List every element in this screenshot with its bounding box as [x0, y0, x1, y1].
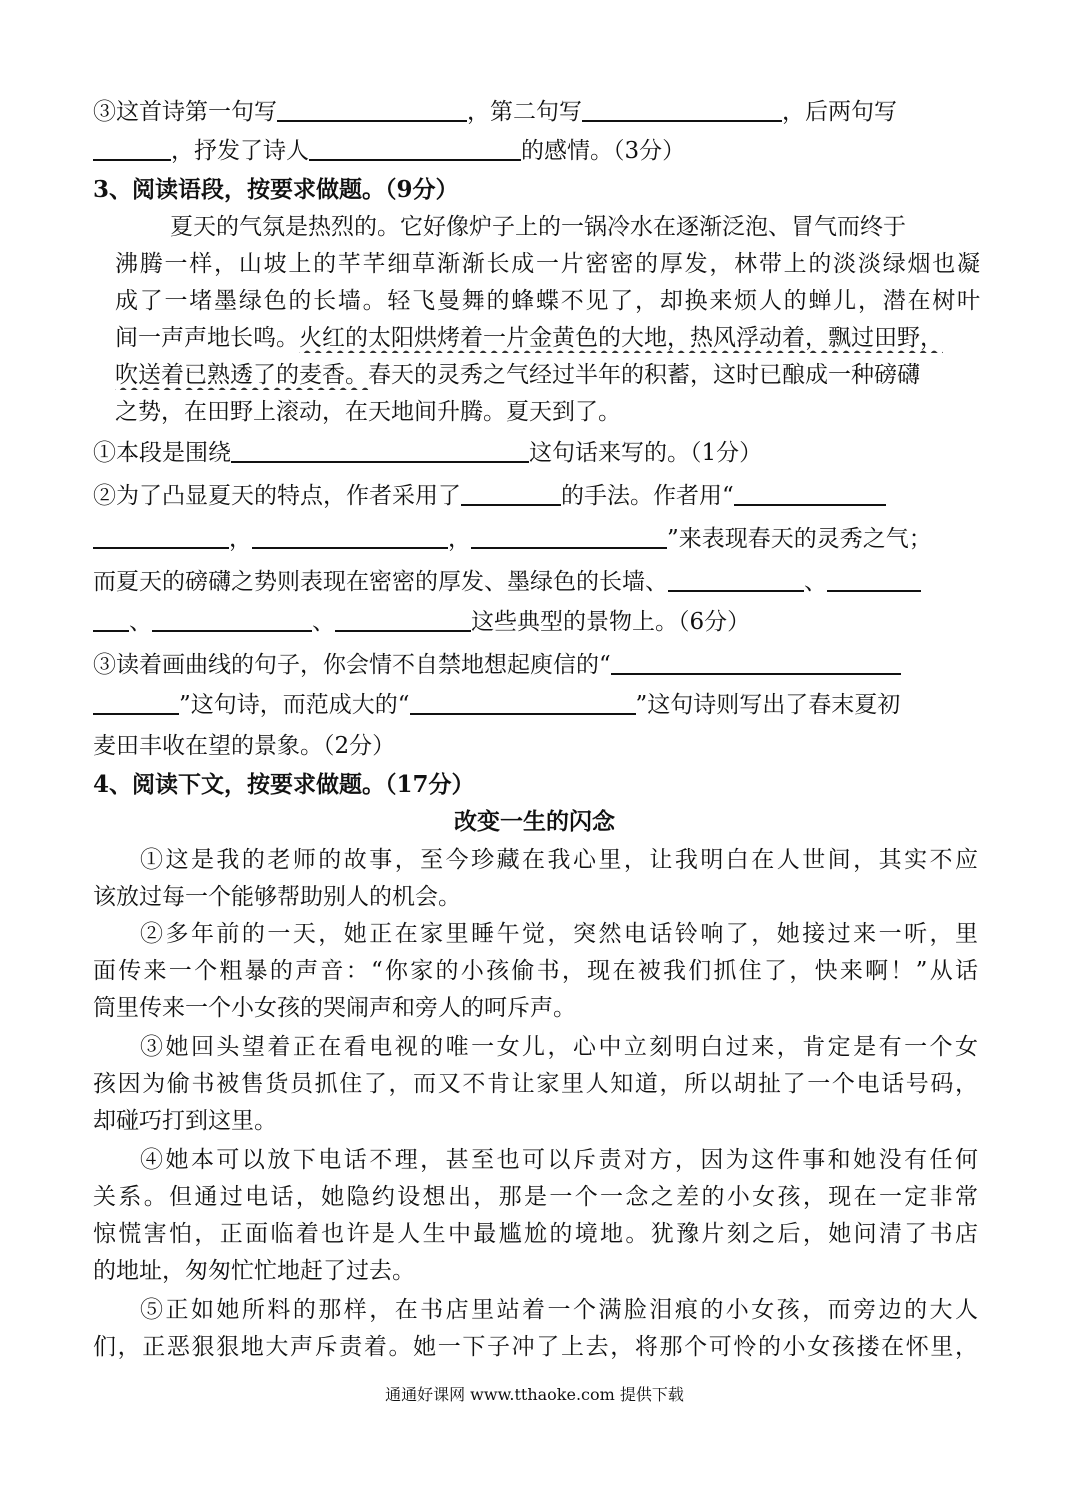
passage-line: 面传来一个粗暴的声音：“你家的小孩偷书，现在被我们抓住了，快来啊！”从话: [93, 958, 978, 984]
q3-wavy-sentence: 吹送着已熟透了的麦香。: [115, 362, 368, 388]
answer-blank[interactable]: [668, 568, 804, 592]
q3-para-line: [115, 323, 980, 353]
comma: 、: [129, 609, 152, 635]
q3-para-line: 之势，在田野上滚动，在天地间升腾。夏天到了。: [115, 399, 621, 425]
passage-line: ⑤正如她所料的那样，在书店里站着一个满脸泪痕的小女孩，而旁边的大人: [140, 1297, 978, 1323]
passage-line: 们，正恶狠狠地大声斥责着。她一下子冲了上去，将那个可怜的小女孩搂在怀里，: [93, 1334, 978, 1360]
comma: 、: [312, 609, 335, 635]
q3-q2-text-e: ”来表现春天的灵秀之气；: [667, 526, 932, 552]
q3-para-text: 间一声声地长鸣。: [115, 325, 299, 351]
answer-blank[interactable]: [93, 691, 179, 715]
passage-line: ③她回头望着正在看电视的唯一女儿，心中立刻明白过来，肯定是有一个女: [140, 1034, 978, 1060]
q2-3-text-e: 的感情。（3分）: [521, 138, 686, 164]
q3-para-line: [115, 360, 980, 390]
q3-question-3-line3: 麦田丰收在望的景象。（2分）: [93, 733, 396, 759]
passage-line: 却碰巧打到这里。: [93, 1108, 277, 1134]
q3-question-2-line3: [93, 567, 978, 597]
q2-3-text-c: ，后两句写: [782, 99, 897, 125]
answer-blank[interactable]: [231, 439, 529, 463]
comma: 、: [804, 569, 827, 595]
answer-blank[interactable]: [309, 137, 521, 161]
q3-q2-text-j: 这些典型的景物上。（6分）: [471, 609, 751, 635]
answer-blank[interactable]: [461, 482, 561, 506]
q2-3-text-d: ，抒发了诗人: [171, 138, 309, 164]
page-footer: 通通好课网 www.tthaoke.com 提供下载: [385, 1385, 684, 1404]
passage-line: 关系。但通过电话，她隐约设想出，那是一个一念之差的小女孩，现在一定非常: [93, 1184, 978, 1210]
q3-q3-text-b: ”这句诗，而范成大的“: [179, 692, 410, 718]
passage-line: 该放过每一个能够帮助别人的机会。: [93, 884, 461, 910]
passage-title: 改变一生的闪念: [454, 808, 615, 835]
q2-3-line1: [93, 97, 978, 127]
q3-wavy-sentence: 火红的太阳烘烤着一片金黄色的大地，热风浮动着，飘过田野，: [299, 325, 943, 351]
q3-q1-text-b: 这句话来写的。（1分）: [529, 440, 763, 466]
q3-question-1: [93, 438, 978, 468]
q3-q2-text-a: ②为了凸显夏天的特点，作者采用了: [93, 483, 461, 509]
answer-blank[interactable]: [93, 137, 171, 161]
answer-blank[interactable]: [410, 691, 636, 715]
answer-blank[interactable]: [93, 525, 229, 549]
answer-blank[interactable]: [471, 525, 667, 549]
q3-question-3-line2: [93, 690, 978, 720]
answer-blank[interactable]: [827, 568, 921, 592]
passage-line: ④她本可以放下电话不理，甚至也可以斥责对方，因为这件事和她没有任何: [140, 1147, 978, 1173]
q3-q2-text-f: 而夏天的磅礴之势则表现在密密的厚发、墨绿色的长墙、: [93, 569, 668, 595]
answer-blank[interactable]: [93, 608, 129, 632]
q3-q3-text-c: ”这句诗则写出了春末夏初: [635, 692, 901, 718]
passage-line: 筒里传来一个小女孩的哭闹声和旁人的呵斥声。: [93, 995, 576, 1021]
q2-3-text-b: ，第二句写: [467, 99, 582, 125]
answer-blank[interactable]: [734, 482, 886, 506]
answer-blank[interactable]: [152, 608, 312, 632]
passage-line: 的地址，匆匆忙忙地赶了过去。: [93, 1258, 415, 1284]
q3-heading: 3、阅读语段，按要求做题。（9分）: [93, 176, 459, 203]
q3-question-3-line1: [93, 650, 978, 680]
comma: ，: [448, 526, 471, 552]
answer-blank[interactable]: [277, 98, 467, 122]
passage-line: 惊慌害怕，正面临着也许是人生中最尴尬的境地。犹豫片刻之后，她问清了书店: [93, 1221, 978, 1247]
q3-q3-text-a: ③读着画曲线的句子，你会情不自禁地想起庾信的“: [93, 652, 611, 678]
answer-blank[interactable]: [611, 651, 901, 675]
passage-line: 孩因为偷书被售货员抓住了，而又不肯让家里人知道，所以胡扯了一个电话号码，: [93, 1071, 978, 1097]
q4-heading: 4、阅读下文，按要求做题。（17分）: [93, 771, 475, 798]
comma: ，: [229, 526, 252, 552]
passage-line: ①这是我的老师的故事，至今珍藏在我心里，让我明白在人世间，其实不应: [140, 847, 978, 873]
q2-3-text-a: ③这首诗第一句写: [93, 99, 277, 125]
q3-para-line: 成了一堵墨绿色的长墙。轻飞曼舞的蜂蝶不见了，却换来烦人的蝉儿，潜在树叶: [115, 288, 980, 314]
answer-blank[interactable]: [335, 608, 471, 632]
answer-blank[interactable]: [252, 525, 448, 549]
passage-line: ②多年前的一天，她正在家里睡午觉，突然电话铃响了，她接过来一听，里: [140, 921, 978, 947]
q3-question-2-line2: [93, 524, 978, 554]
q3-q2-text-b: 的手法。作者用“: [561, 483, 734, 509]
q3-q1-text-a: ①本段是围绕: [93, 440, 231, 466]
q3-para-line: 夏天的气氛是热烈的。它好像炉子上的一锅冷水在逐渐泛泡、冒气而终于: [170, 214, 906, 240]
q3-para-text: 春天的灵秀之气经过半年的积蓄，这时已酿成一种磅礴: [368, 362, 920, 388]
q3-question-2-line1: [93, 481, 978, 511]
answer-blank[interactable]: [582, 98, 782, 122]
q2-3-line2: [93, 136, 978, 166]
q3-question-2-line4: [93, 607, 978, 637]
q3-para-line: 沸腾一样，山坡上的芊芊细草渐渐长成一片密密的厚发，林带上的淡淡绿烟也凝: [115, 251, 980, 277]
